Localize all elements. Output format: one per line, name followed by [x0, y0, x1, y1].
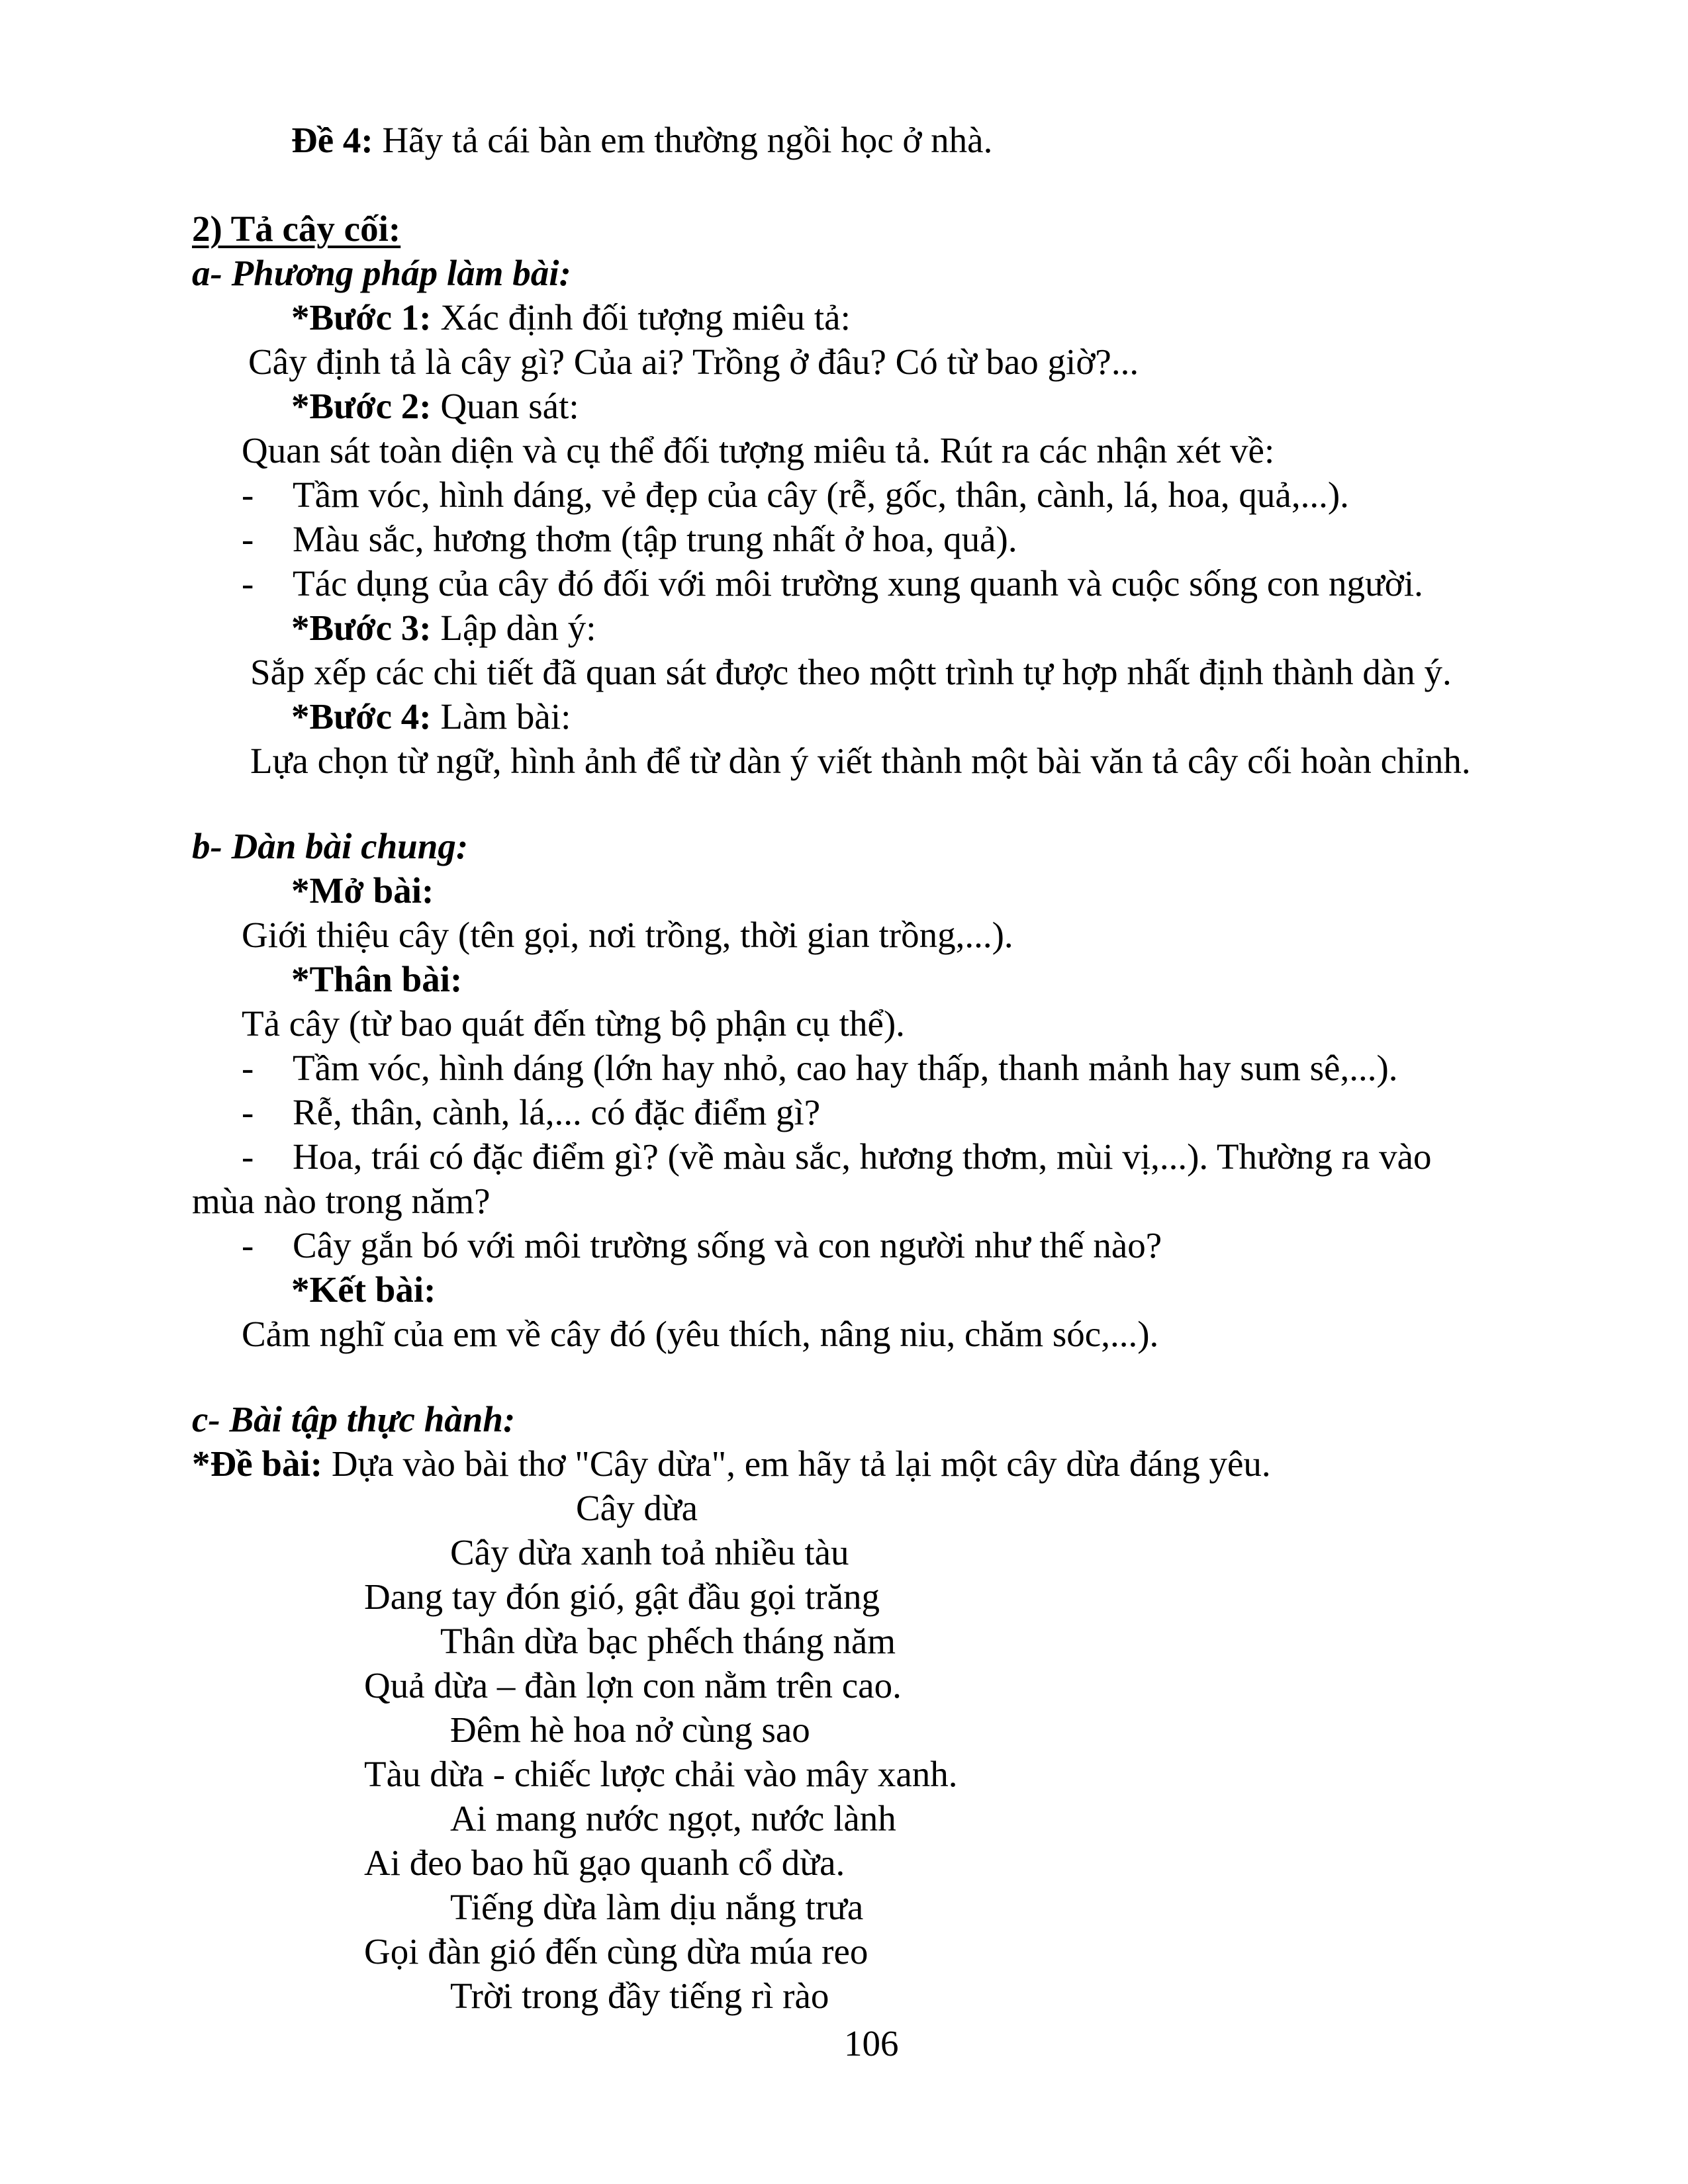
- opening-text: Giới thiệu cây (tên gọi, nơi trồng, thời gian trồng,...).: [242, 915, 1013, 955]
- bullet-dash: -: [242, 1136, 254, 1177]
- topic-4-line: [291, 118, 992, 163]
- step-3-label: *Bước 3:: [291, 608, 432, 648]
- poem-line: Gọi đàn gió đến cùng dừa múa reo: [364, 1931, 868, 1972]
- step-3-line: [291, 606, 596, 651]
- section-2-heading: 2) Tả cây cối:: [192, 208, 401, 249]
- poem-line: Đêm hè hoa nở cùng sao: [450, 1709, 810, 1750]
- bullet-dash: -: [242, 563, 254, 604]
- poem-title: Cây dừa: [576, 1488, 698, 1528]
- body-item-wrap: mùa nào trong năm?: [192, 1181, 491, 1221]
- poem-line: Thân dừa bạc phếch tháng năm: [440, 1621, 896, 1661]
- step-4-label: *Bước 4:: [291, 696, 432, 737]
- step-1-line: [291, 295, 851, 340]
- closing-label: *Kết bài:: [291, 1269, 436, 1310]
- poem-line: Trời trong đầy tiếng rì rào: [450, 1976, 829, 2016]
- body-label: *Thân bài:: [291, 959, 463, 999]
- step-3-text: Lập dàn ý:: [431, 608, 596, 648]
- bullet-dash: -: [242, 475, 254, 515]
- step-4-line: [291, 694, 571, 739]
- step-1-label: *Bước 1:: [291, 297, 432, 338]
- step-2-text: Quan sát:: [431, 386, 579, 426]
- step-1-text: Xác định đối tượng miêu tả:: [431, 297, 851, 338]
- poem-line: Tiếng dừa làm dịu nắng trưa: [450, 1887, 864, 1927]
- bullet-dash: -: [242, 519, 254, 559]
- step-3-detail: Sắp xếp các chi tiết đã quan sát được theo mộtt trình tự hợp nhất định thành dàn ý.: [250, 652, 1452, 692]
- step-4-detail: Lựa chọn từ ngữ, hình ảnh để từ dàn ý viết thành một bài văn tả cây cối hoàn chỉnh.: [250, 741, 1471, 781]
- exercise-label: *Đề bài:: [192, 1443, 323, 1484]
- exercise-line: [192, 1441, 1271, 1486]
- topic-4-label: Đề 4:: [291, 120, 373, 160]
- bullet-dash: -: [242, 1225, 254, 1265]
- step-1-detail: Cây định tả là cây gì? Của ai? Trồng ở đâu? Có từ bao giờ?...: [248, 341, 1139, 382]
- exercise-text: Dựa vào bài thơ "Cây dừa", em hãy tả lại một cây dừa đáng yêu.: [322, 1443, 1271, 1484]
- poem-line: Cây dừa xanh toả nhiều tàu: [450, 1532, 849, 1572]
- poem-line: Ai đeo bao hũ gạo quanh cổ dừa.: [364, 1843, 845, 1883]
- bullet-dash: -: [242, 1092, 254, 1132]
- topic-4-text: Hãy tả cái bàn em thường ngồi học ở nhà.: [373, 120, 993, 160]
- step-2-line: [291, 384, 579, 429]
- part-b-heading: b- Dàn bài chung:: [192, 826, 469, 866]
- body-text: Tả cây (từ bao quát đến từng bộ phận cụ thể).: [242, 1003, 905, 1044]
- step-4-text: Làm bài:: [431, 696, 571, 737]
- closing-text: Cảm nghĩ của em về cây đó (yêu thích, nâng niu, chăm sóc,...).: [242, 1314, 1159, 1354]
- page-number: 106: [844, 2023, 899, 2064]
- part-c-heading: c- Bài tập thực hành:: [192, 1399, 516, 1439]
- poem-line: Ai mang nước ngọt, nước lành: [450, 1798, 896, 1839]
- step-2-label: *Bước 2:: [291, 386, 432, 426]
- bullet-dash: -: [242, 1048, 254, 1088]
- step-2-detail: Quan sát toàn diện và cụ thể đối tượng miêu tả. Rút ra các nhận xét về:: [242, 430, 1275, 471]
- poem-line: Dang tay đón gió, gật đầu gọi trăng: [364, 1576, 880, 1617]
- poem-line: Quả dừa – đàn lợn con nằm trên cao.: [364, 1665, 902, 1706]
- poem-line: Tàu dừa - chiếc lược chải vào mây xanh.: [364, 1754, 958, 1794]
- opening-label: *Mở bài:: [291, 870, 434, 911]
- part-a-heading: a- Phương pháp làm bài:: [192, 253, 571, 293]
